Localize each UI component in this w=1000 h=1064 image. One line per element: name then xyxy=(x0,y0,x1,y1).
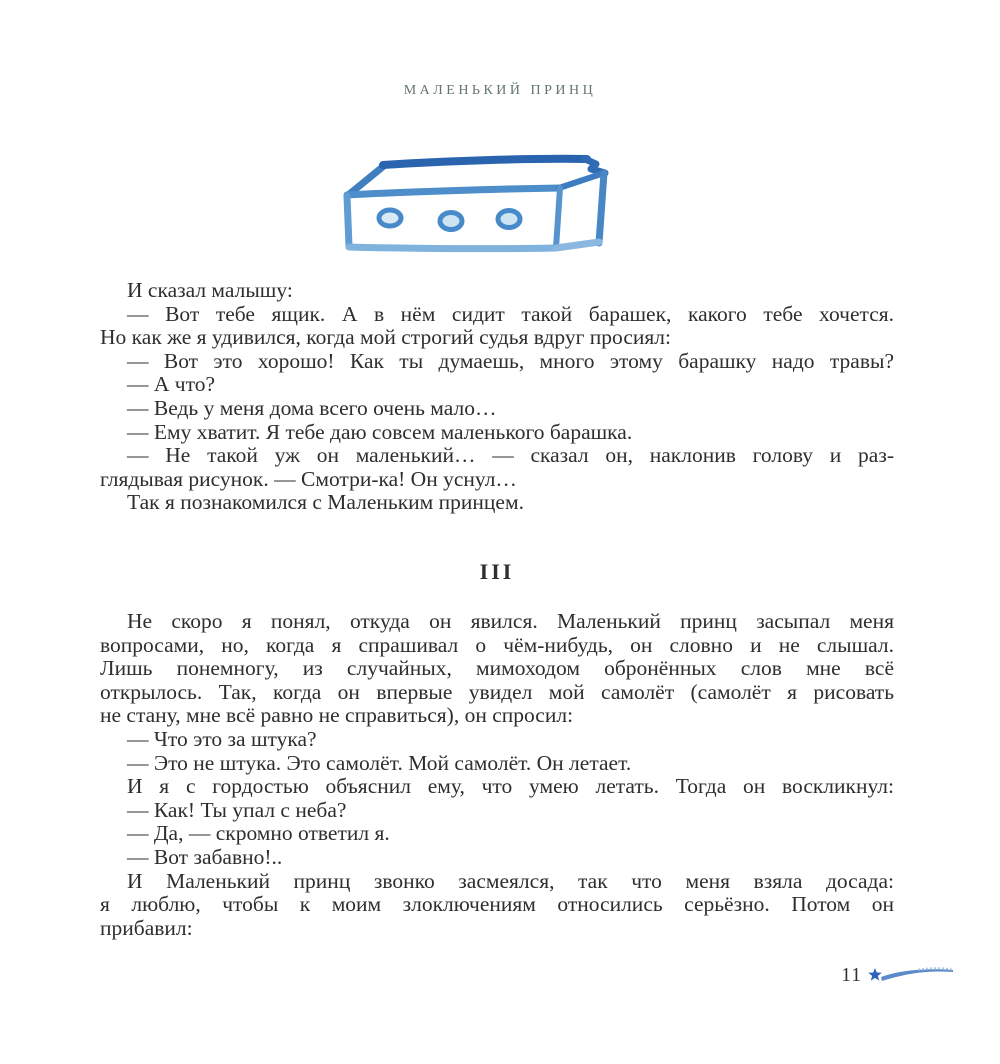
shooting-star-icon xyxy=(866,962,954,990)
box-illustration xyxy=(333,142,673,272)
text-line: И я с гордостью объяснил ему, что умею летать. Тогда он воскликнул: xyxy=(127,774,894,799)
text-line: открылось. Так, когда он впервые увидел мой самолёт (самолёт я рисовать xyxy=(100,679,894,704)
text-line: — Что это за штука? xyxy=(127,726,317,751)
text-line: вопросами, но, когда я спрашивал о чём-нибудь, он словно и не слышал. xyxy=(100,632,894,657)
box-right-edge xyxy=(599,173,604,243)
text-section-2 xyxy=(100,610,894,940)
box-right-top-edge xyxy=(559,173,604,188)
air-hole-1 xyxy=(379,210,401,226)
text-line: Не скоро я понял, откуда он явился. Маленький принц засыпал меня xyxy=(127,609,894,633)
text-line: — Да, — скромно ответил я. xyxy=(127,821,390,846)
text-line: — Ему хватит. Я тебе даю совсем маленького барашка. xyxy=(127,419,633,444)
box-front-top-edge xyxy=(347,188,559,195)
text-line: — Не такой уж он маленький… — сказал он, наклонив голову и раз- xyxy=(127,443,894,468)
air-hole-2 xyxy=(440,213,462,230)
air-hole-3 xyxy=(498,211,520,228)
text-line: Лишь понемногу, из случайных, мимоходом обронённых слов мне всё xyxy=(100,656,894,681)
text-line: — Вот тебе ящик. А в нём сидит такой барашек, какого тебе хочется. xyxy=(127,301,894,326)
page-footer xyxy=(841,962,954,990)
text-line: — Вот это хорошо! Как ты думаешь, много этому барашку надо травы? xyxy=(127,348,894,373)
text-line: — Как! Ты упал с неба? xyxy=(127,797,347,822)
text-line: не стану, мне всё равно не справиться), он спросил: xyxy=(100,703,574,728)
text-line: — Ведь у меня дома всего очень мало… xyxy=(127,395,497,420)
box-back-top-edge xyxy=(383,159,587,165)
box-front-right-edge xyxy=(556,188,560,248)
text-line: прибавил: xyxy=(100,915,193,940)
box-right-bottom-edge xyxy=(556,242,599,248)
box-front-bottom-edge xyxy=(349,247,555,249)
text-line: — Вот забавно!.. xyxy=(127,844,283,869)
text-section-1 xyxy=(100,279,894,515)
text-line: Так я познакомился с Маленьким принцем. xyxy=(127,490,524,515)
page-number: 11 xyxy=(841,965,862,986)
text-line: глядывая рисунок. — Смотри-ка! Он уснул… xyxy=(100,466,517,491)
box-front-left-edge xyxy=(347,196,349,246)
star-tail xyxy=(881,969,953,981)
text-line: И Маленький принц звонко засмеялся, так что меня взяла досада: xyxy=(127,868,894,893)
text-line: — Это не штука. Это самолёт. Мой самолёт. Он летает. xyxy=(127,750,632,775)
chapter-heading: III xyxy=(479,559,515,584)
text-line: — А что? xyxy=(127,372,215,397)
text-line: Но как же я удивился, когда мой строгий судья вдруг просиял: xyxy=(100,325,671,350)
star-shape xyxy=(868,968,881,981)
text-line: я люблю, чтобы к моим злоключениям относились серьёзно. Потом он xyxy=(100,892,894,917)
running-head: МАЛЕНЬКИЙ ПРИНЦ xyxy=(403,83,597,98)
text-line: И сказал малышу: xyxy=(127,278,293,302)
